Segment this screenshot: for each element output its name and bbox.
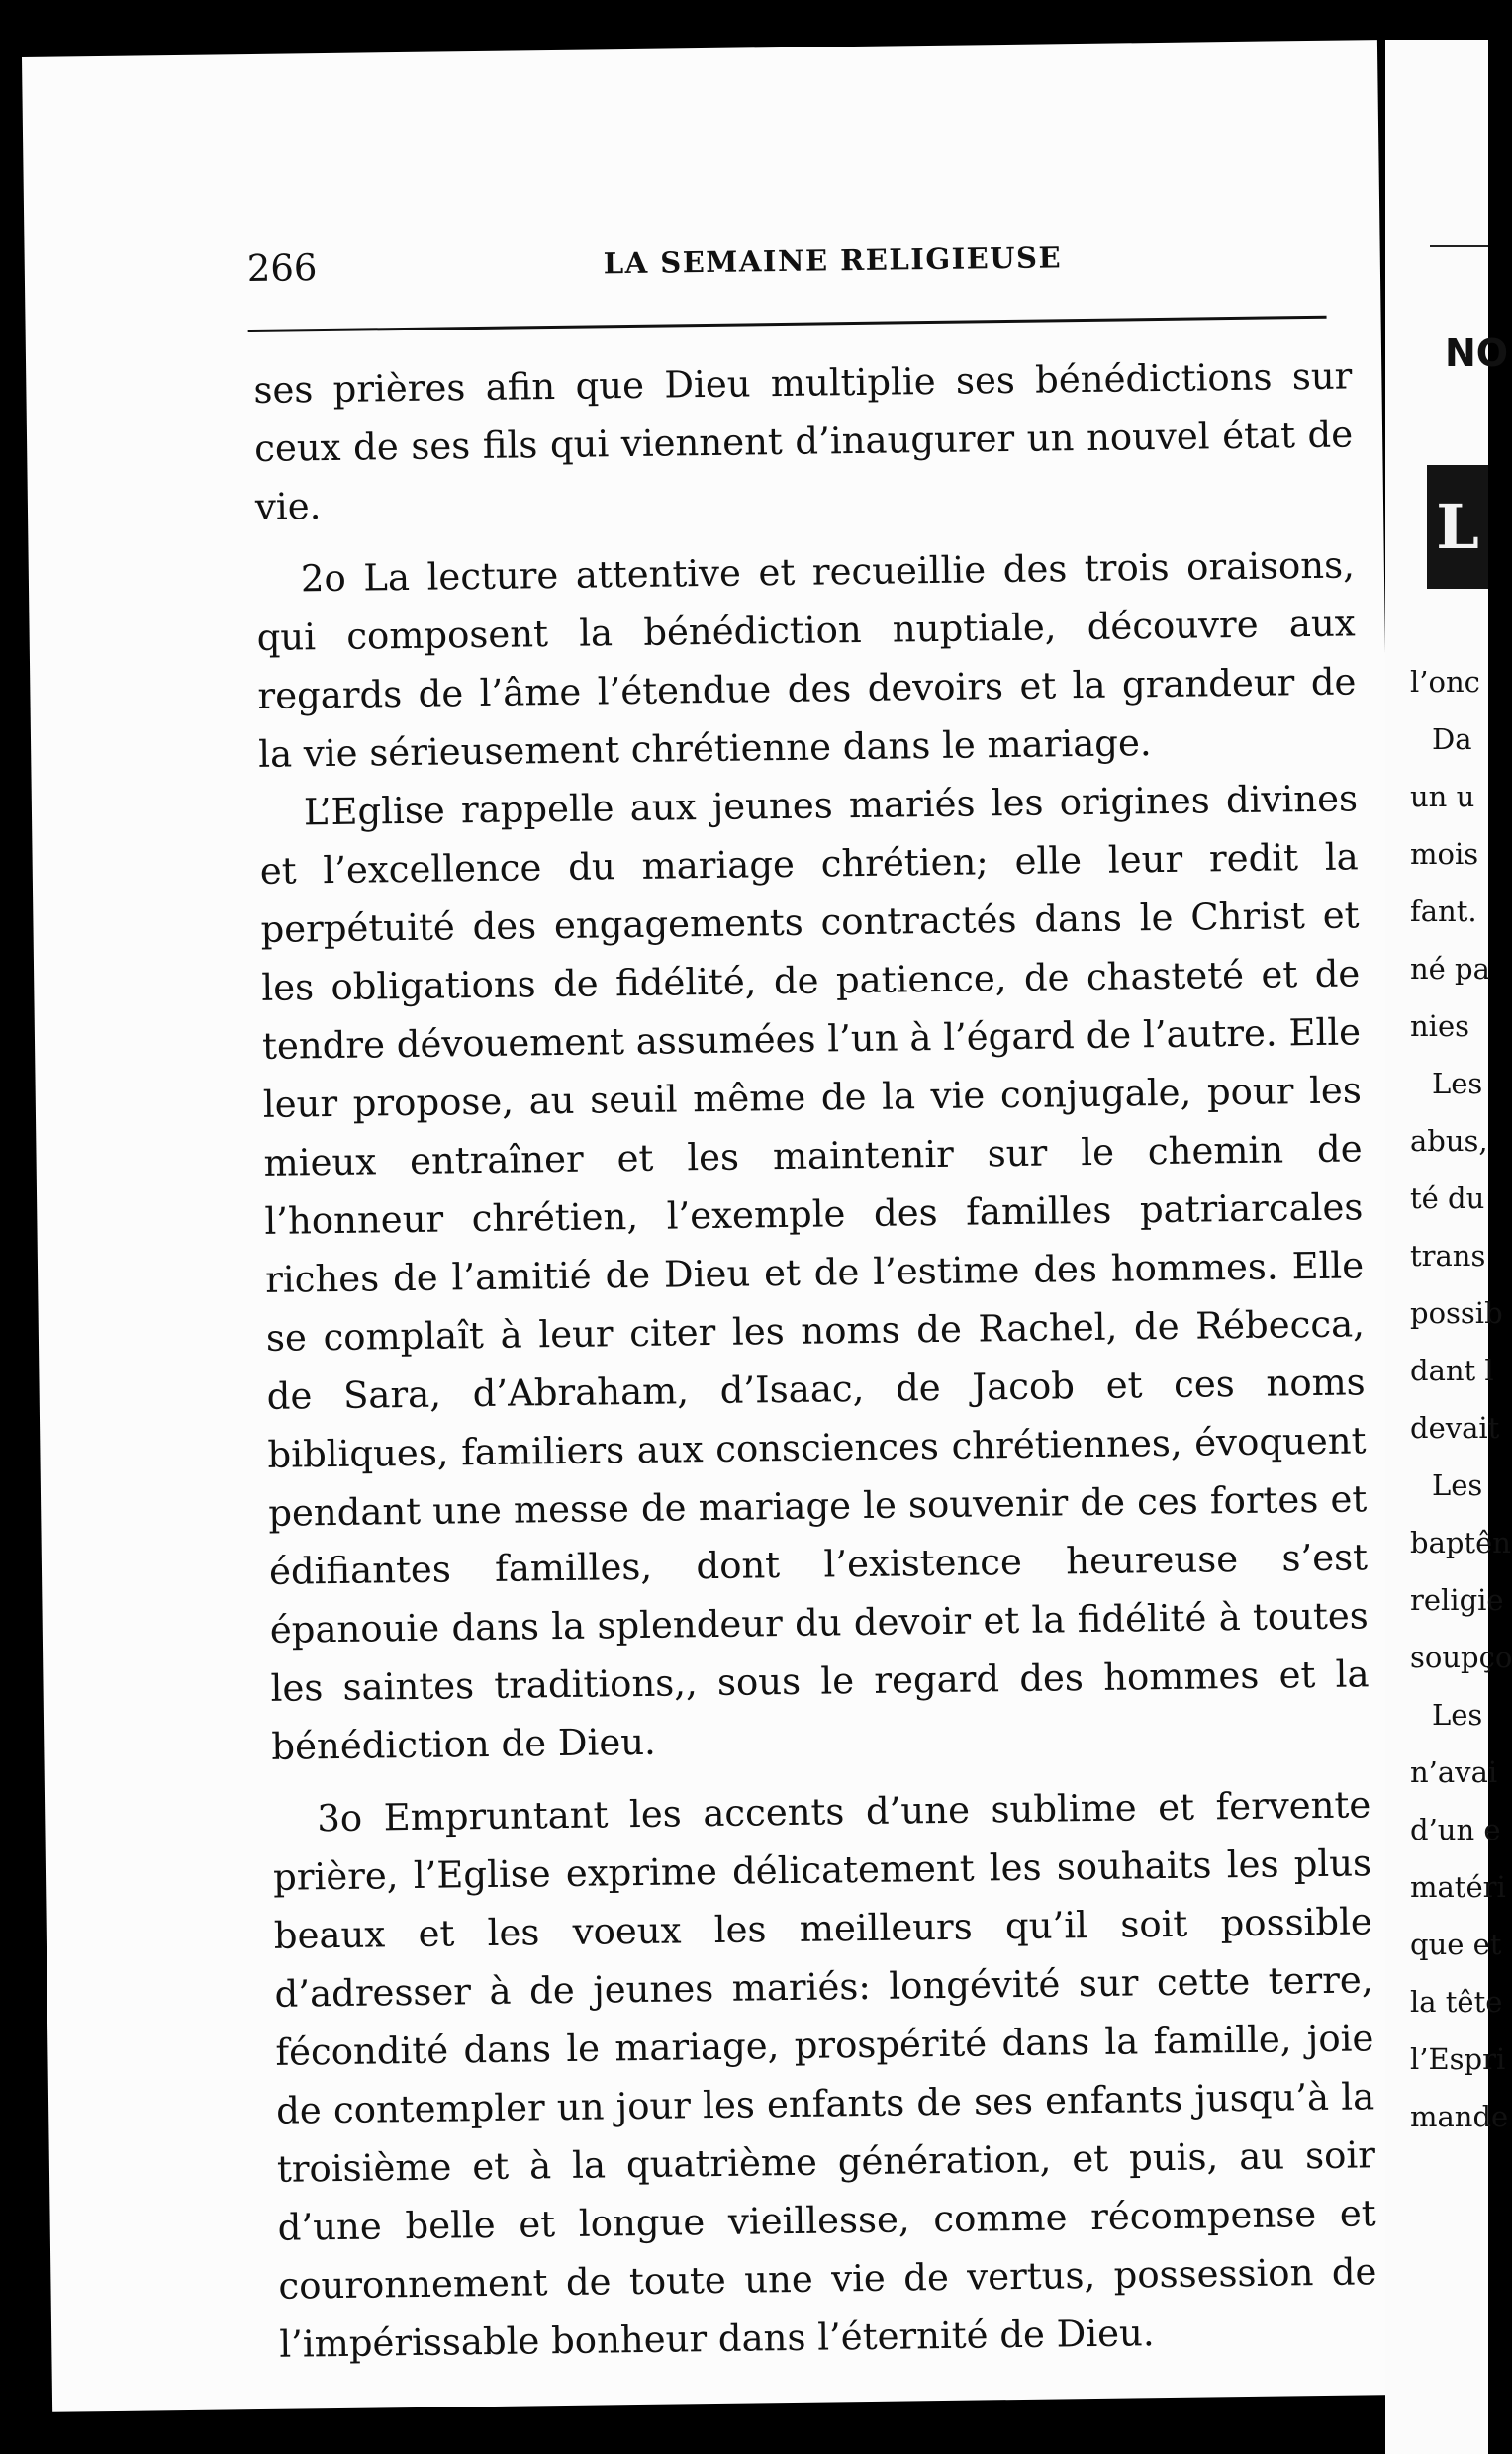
journal-title: LA SEMAINE RELIGIEUSE <box>603 240 1063 281</box>
page <box>22 40 1408 2412</box>
facing-line: la tête <box>1410 1985 1503 2019</box>
facing-line: mande <box>1410 2100 1509 2133</box>
body-text <box>253 346 1378 2373</box>
facing-line: que et <box>1410 1928 1502 1961</box>
facing-line: Les <box>1432 1067 1483 1100</box>
facing-line: soupço <box>1410 1641 1512 1674</box>
facing-line: devait <box>1410 1411 1500 1445</box>
paragraph-point-3: 3o Empruntant les accents d’une sublime et fervente prière, l’Eglise exprime délicatement les souhaits les plus beaux et les voeux les meilleurs qu’il soit possible d’adresser à de jeunes mariés: longévité sur cette terre, fécondité dans le mariage, prospérité dans la famille, joie de contempler un jour les enfants de ses enfants jusqu’à la troisième et à la quatrième génération, et puis, au soir d’une belle et longue vieillesse, comme récompense et couronnement de toute une vie de vertus, possession de l’impérissable bonheur dans l’éternité de Dieu. <box>272 1783 1377 2366</box>
facing-line: l’onc <box>1410 665 1480 699</box>
facing-line: un u <box>1410 780 1475 813</box>
facing-line: Da <box>1432 722 1472 756</box>
facing-line: matéri <box>1410 1870 1506 1904</box>
facing-line: baptên <box>1410 1526 1511 1559</box>
facing-line: fant. <box>1410 895 1477 928</box>
facing-line: trans <box>1410 1239 1486 1273</box>
facing-line: abus, <box>1410 1124 1488 1158</box>
running-head <box>247 233 1357 307</box>
paragraph-eglise: L’Eglise rappelle aux jeunes mariés les origines divines et l’excellence du mariage chrétien; elle leur redit la perpétuité des engagements contractés dans le Christ et les obligations de fidélité, de patience, de chasteté et de tendre dévouement assumées l’un à l’égard de l’autre. Elle leur propose, au seuil même de la vie conjugale, pour les mieux entraîner et les maintenir sur le chemin de l’honneur chrétien, l’exemple des familles patriarcales riches de l’amitié de Dieu et de l’estime des hommes. Elle se complaît à leur citer les noms de Rachel, de Rébecca, de Sara, d’Abraham, d’Isaac, de Jacob et ces noms bibliques, familiers aux consciences chrétiennes, évoquent pendant une messe de mariage le souvenir de ces fortes et édifiantes familles, dont l’existence heureuse s’est épanouie dans la splendeur du devoir et la fidélité à toutes les saintes traditions,, sous le regard des hommes et la bénédiction de Dieu. <box>259 777 1370 1768</box>
facing-line: possib <box>1410 1296 1503 1330</box>
facing-line: né pa <box>1410 952 1490 986</box>
header-rule <box>248 316 1327 332</box>
page-number: 266 <box>246 246 318 291</box>
facing-line: té du <box>1410 1181 1485 1215</box>
facing-line: n’avai <box>1410 1755 1498 1789</box>
facing-text <box>1410 653 1512 2145</box>
decorative-initial: L <box>1427 465 1488 589</box>
facing-page <box>1385 40 1512 2454</box>
paragraph-point-2: 2o La lecture attentive et recueillie des trois oraisons, qui composent la bénédiction nuptiale, découvre aux regards de l’âme l’étendue des devoirs et la grandeur de la vie sérieusement chrétienne dans le mariage. <box>256 543 1357 776</box>
facing-line: religie <box>1410 1583 1504 1617</box>
facing-line: d’un e <box>1410 1813 1501 1846</box>
facing-header-rule <box>1430 245 1488 247</box>
facing-line: Les <box>1432 1698 1483 1732</box>
facing-line: Les <box>1432 1468 1483 1502</box>
facing-line: dant l <box>1410 1354 1494 1387</box>
facing-line: l’Espri <box>1410 2042 1506 2076</box>
facing-line: mois <box>1410 837 1479 871</box>
facing-line: nies <box>1410 1009 1469 1043</box>
paragraph-continuation: ses prières afin que Dieu multiplie ses bénédictions sur ceux de ses fils qui viennent d’inaugurer un nouvel état de vie. <box>253 354 1354 528</box>
facing-heading: NO <box>1445 331 1509 375</box>
